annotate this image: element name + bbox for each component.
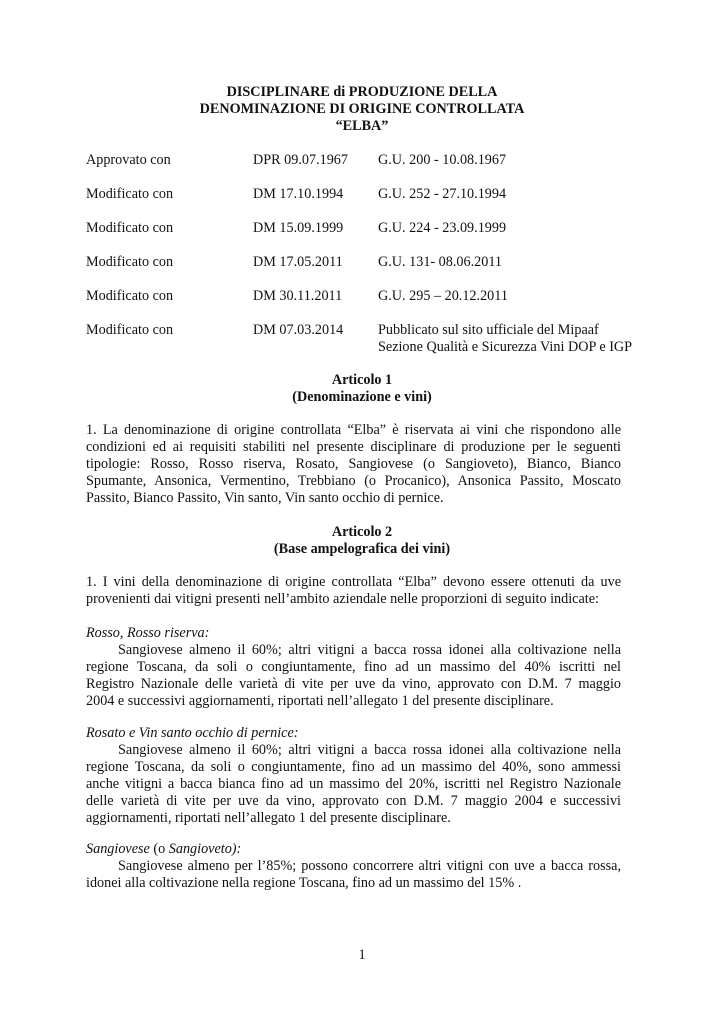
- paragraph-line: Registro Nazionale delle varietà di vite per uve da vino, approvato con D.M. 7 maggio: [86, 676, 621, 692]
- paragraph-line: regione Toscana, da soli o congiuntamente, fino ad un massimo del 40% iscritti nel: [86, 659, 621, 675]
- title-line-2: DENOMINAZIONE DI ORIGINE CONTROLLATA: [199, 101, 525, 117]
- section-title-part: (o: [149, 841, 169, 857]
- title-line-1: DISCIPLINARE di PRODUZIONE DELLA: [226, 84, 498, 100]
- section-title-part: Sangioveto: [168, 841, 232, 857]
- paragraph-line: aggiornamenti, riportati nell’allegato 1 del presente disciplinare.: [86, 810, 451, 826]
- section-sangiovese-paragraph: [86, 858, 621, 892]
- approval-gazette: G.U. 252 - 27.10.1994: [378, 186, 507, 202]
- approval-gazette-line-2: Sezione Qualità e Sicurezza Vini DOP e IGP: [378, 339, 633, 355]
- approval-label: Modificato con: [86, 322, 174, 338]
- article-1-subheading: (Denominazione e vini): [292, 389, 432, 405]
- article-1-paragraph: [86, 422, 621, 507]
- section-title-part: Sangiovese: [86, 841, 150, 857]
- paragraph-line: anche vitigni a bacca bianca fino ad un massimo del 20%, iscritti nel Registro Nazionale: [86, 776, 621, 792]
- approval-label: Modificato con: [86, 254, 174, 270]
- paragraph-line: tipologie: Rosso, Rosso riserva, Rosato, Sangiovese (o Sangioveto), Bianco, Bianco: [86, 456, 621, 472]
- paragraph-line: regione Toscana, da soli o congiuntamente, fino ad un massimo del 40%, sono ammessi: [86, 759, 621, 775]
- approval-gazette: G.U. 200 - 10.08.1967: [378, 152, 507, 168]
- article-2-intro: [86, 574, 621, 608]
- paragraph-line: Sangiovese almeno per l’85%; possono concorrere altri vitigni con uve a bacca rossa,: [118, 858, 621, 874]
- approval-decree: DM 17.10.1994: [253, 186, 344, 202]
- section-rosso-paragraph: [86, 642, 621, 710]
- page-number: 1: [358, 947, 366, 963]
- approval-label: Modificato con: [86, 186, 174, 202]
- approval-decree: DPR 09.07.1967: [253, 152, 348, 168]
- paragraph-line: delle varietà di vite per uve da vino, approvato con D.M. 7 maggio 2004 e successivi: [86, 793, 621, 809]
- article-1-heading: Articolo 1: [331, 372, 393, 388]
- paragraph-line: idonei alla coltivazione nella regione Toscana, fino ad un massimo del 15% .: [86, 875, 522, 891]
- section-title-sangiovese: [86, 841, 241, 858]
- paragraph-line: 2004 e successivi aggiornamenti, riportati nell’allegato 1 del presente disciplinare.: [86, 693, 554, 709]
- paragraph-line: Sangiovese almeno il 60%; altri vitigni a bacca rossa idonei alla coltivazione nella: [118, 742, 621, 758]
- approval-gazette: G.U. 224 - 23.09.1999: [378, 220, 507, 236]
- article-2-heading: Articolo 2: [331, 524, 393, 540]
- approval-label: Approvato con: [86, 152, 171, 168]
- approval-label: Modificato con: [86, 288, 174, 304]
- approval-label: Modificato con: [86, 220, 174, 236]
- document-title: [0, 84, 724, 135]
- article-2-subheading: (Base ampelografica dei vini): [273, 541, 451, 557]
- paragraph-line: Passito, Bianco Passito, Vin santo, Vin santo occhio di pernice.: [86, 490, 444, 506]
- approval-decree: DM 30.11.2011: [253, 288, 343, 304]
- section-rosato-paragraph: [86, 742, 621, 827]
- approval-gazette: Pubblicato sul sito ufficiale del Mipaaf: [378, 322, 599, 338]
- section-title-rosso: Rosso, Rosso riserva:: [86, 625, 210, 641]
- approval-decree: DM 15.09.1999: [253, 220, 344, 236]
- paragraph-line: 1. I vini della denominazione di origine controllata “Elba” devono essere ottenuti da uve: [86, 574, 621, 590]
- paragraph-line: Spumante, Ansonica, Vermentino, Trebbiano (o Procanico), Ansonica Passito, Moscato: [86, 473, 621, 489]
- paragraph-line: condizioni ed ai requisiti stabiliti nel presente disciplinare di produzione per le seguenti: [86, 439, 621, 455]
- approval-decree: DM 17.05.2011: [253, 254, 343, 270]
- approval-gazette: G.U. 131- 08.06.2011: [378, 254, 503, 270]
- paragraph-line: provenienti dai vitigni presenti nell’ambito aziendale nelle proporzioni di seguito indicate:: [86, 591, 599, 607]
- section-title-rosato: Rosato e Vin santo occhio di pernice:: [86, 725, 299, 741]
- title-line-3: “ELBA”: [335, 118, 389, 134]
- approval-decree: DM 07.03.2014: [253, 322, 344, 338]
- section-title-part: ):: [231, 841, 242, 857]
- paragraph-line: Sangiovese almeno il 60%; altri vitigni a bacca rossa idonei alla coltivazione nella: [118, 642, 621, 658]
- approval-gazette: G.U. 295 – 20.12.2011: [378, 288, 508, 304]
- paragraph-line: 1. La denominazione di origine controllata “Elba” è riservata ai vini che rispondono alle: [86, 422, 621, 438]
